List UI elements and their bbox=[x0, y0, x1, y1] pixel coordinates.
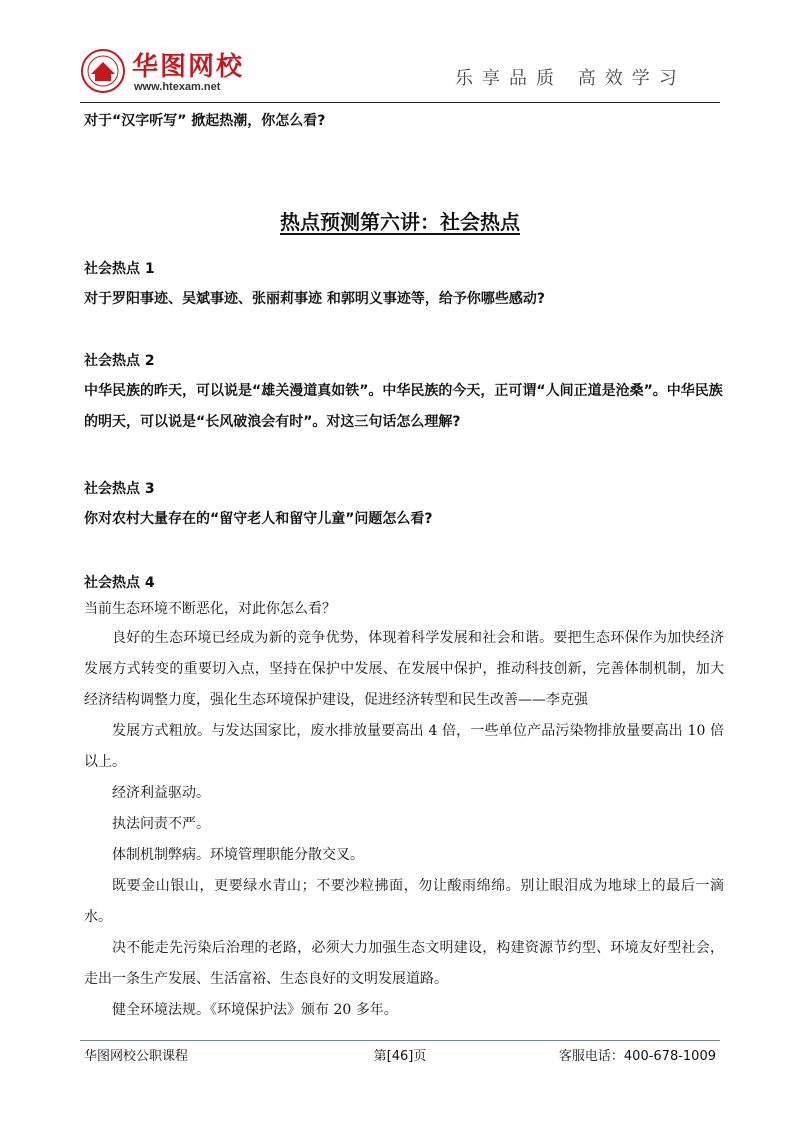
brand-url[interactable]: www.htexam.net bbox=[134, 81, 221, 93]
body-paragraph: 健全环境法规。《环境保护法》颁布 20 多年。 bbox=[112, 1002, 398, 1018]
page-number: 第[46]页 bbox=[373, 1049, 427, 1064]
topic-question: 你对农村大量存在的“留守老人和留守儿童”问题怎么看? bbox=[84, 511, 433, 527]
body-paragraph: 发展方式粗放。与发达国家比，废水排放量要高出 4 倍，一些单位产品污染物排放量要高出 10 倍以上。 bbox=[84, 723, 724, 770]
topic-title: 社会热点 1 bbox=[84, 261, 155, 277]
footer-phone: 客服电话：400-678-1009 bbox=[558, 1049, 716, 1064]
topic-question: 当前生态环境不断恶化，对此你怎么看？ bbox=[84, 601, 336, 617]
topic-section bbox=[84, 478, 724, 535]
body-paragraph: 体制机制弊病。环境管理职能分散交叉。 bbox=[112, 847, 364, 863]
topic-body bbox=[84, 623, 724, 1026]
previous-question: 对于“汉字听写” 掀起热潮，你怎么看? bbox=[84, 113, 326, 129]
page-title: 热点预测第六讲：社会热点 bbox=[280, 210, 520, 234]
school-emblem-icon bbox=[80, 48, 126, 94]
topic-title: 社会热点 3 bbox=[84, 481, 155, 497]
topic-section bbox=[84, 350, 724, 438]
header-slogan: 乐享品质 高效学习 bbox=[455, 68, 686, 89]
footer-course: 华图网校公职课程 bbox=[84, 1049, 189, 1064]
brand-logo bbox=[80, 44, 320, 100]
header-divider bbox=[80, 102, 720, 103]
topic-question: 中华民族的昨天，可以说是“雄关漫道真如铁”。中华民族的今天，正可谓“人间正道是沧桑”。中华民族的明天，可以说是“长风破浪会有时”。对这三句话怎么理解? bbox=[84, 383, 723, 430]
topic-title: 社会热点 4 bbox=[84, 575, 155, 591]
topic-question: 对于罗阳事迹、吴斌事迹、张丽莉事迹 和郭明义事迹等，给予你哪些感动? bbox=[84, 291, 545, 307]
brand-name: 华图网校 bbox=[132, 52, 245, 82]
topic-title: 社会热点 2 bbox=[84, 353, 155, 369]
topic-section bbox=[84, 258, 724, 315]
topic-section bbox=[84, 572, 724, 1026]
footer-divider bbox=[80, 1040, 720, 1041]
body-paragraph: 良好的生态环境已经成为新的竞争优势，体现着科学发展和社会和谐。要把生态环保作为加快经济发展方式转变的重要切入点，坚持在保护中发展、在发展中保护，推动科技创新，完善体制机制，加大经济结构调整力度，强化生态环境保护建设，促进经济转型和民生改善——李克强 bbox=[84, 630, 724, 708]
body-paragraph: 经济利益驱动。 bbox=[112, 785, 210, 801]
body-paragraph: 既要金山银山，更要绿水青山；不要沙粒拂面，勿让酸雨绵绵。别让眼泪成为地球上的最后一滴水。 bbox=[84, 878, 724, 925]
body-paragraph: 执法问责不严。 bbox=[112, 816, 210, 832]
body-paragraph: 决不能走先污染后治理的老路，必须大力加强生态文明建设，构建资源节约型、环境友好型社会，走出一条生产发展、生活富裕、生态良好的文明发展道路。 bbox=[84, 940, 724, 987]
